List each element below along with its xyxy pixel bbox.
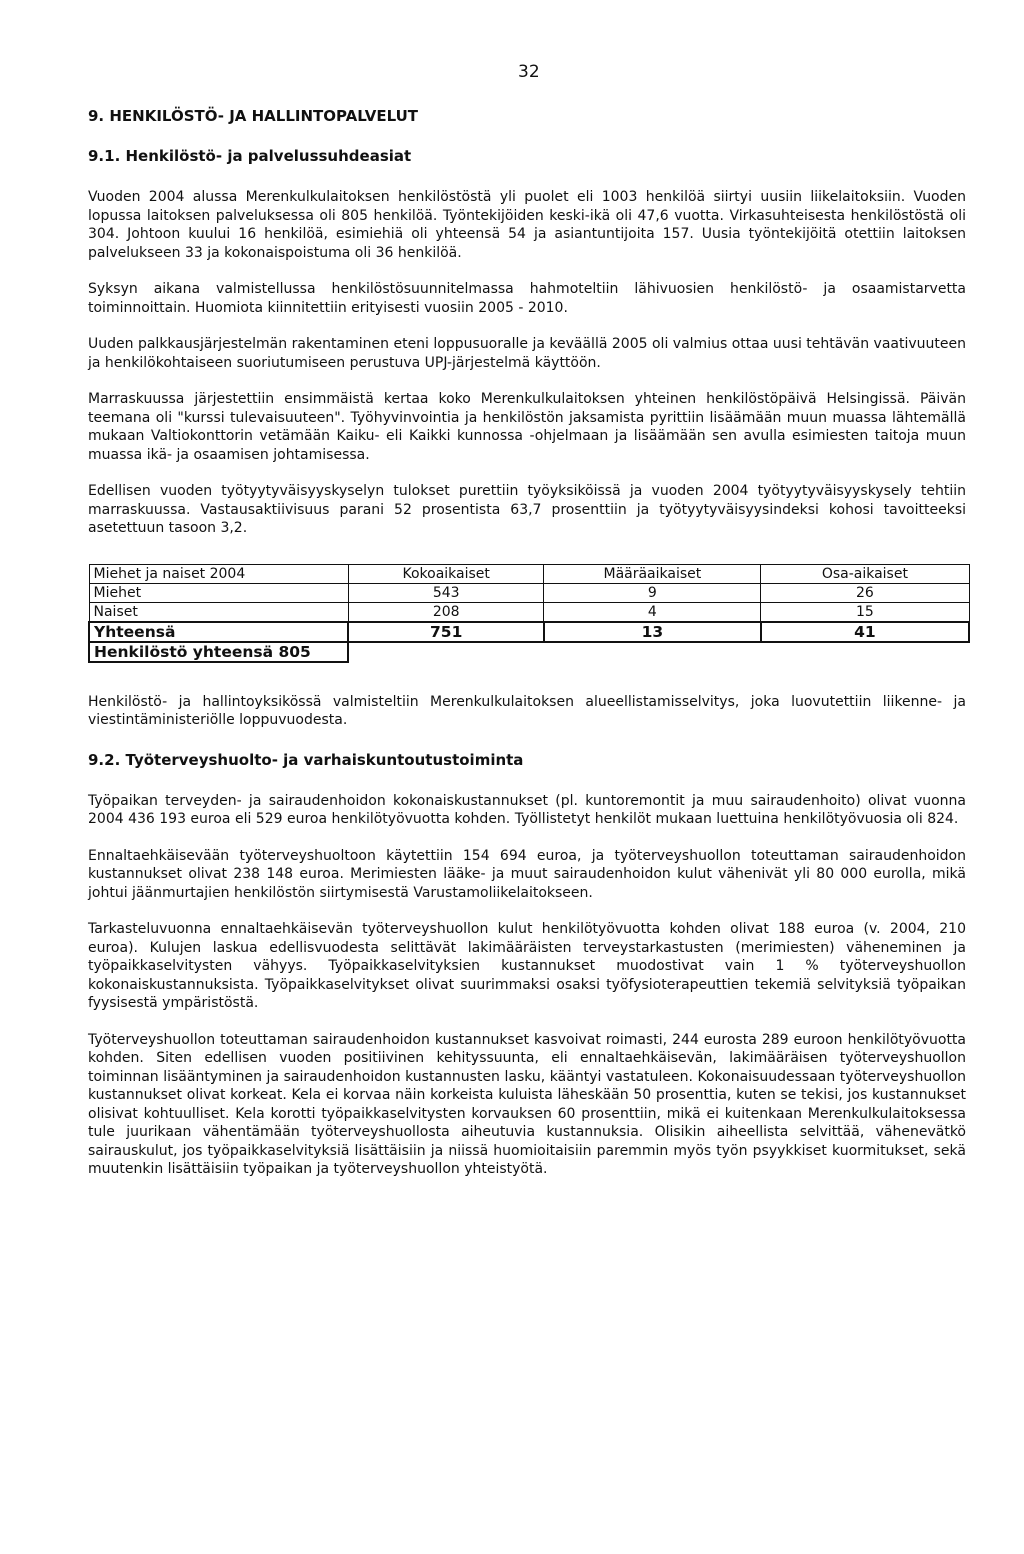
table-header-row (89, 564, 969, 583)
table-cell: Miehet (89, 583, 348, 602)
table-header-cell: Miehet ja naiset 2004 (89, 564, 348, 583)
table-header-cell: Määräaikaiset (544, 564, 761, 583)
table-cell: 9 (544, 583, 761, 602)
table-empty-cell (544, 642, 761, 662)
table-cell: 41 (761, 622, 969, 642)
table-empty-cell (761, 642, 969, 662)
paragraph-pay-system: Uuden palkkausjärjestelmän rakentaminen eteni loppusuoralle ja keväällä 2005 oli valmius ottaa uusi tehtävän vaativuuteen ja henkilökohtaiseen suoriutumiseen perustuva UPJ-järjestelmä käyttöön. (88, 336, 966, 371)
table-row (89, 602, 969, 622)
table-cell: Henkilöstö yhteensä 805 (89, 642, 348, 662)
table-cell: 15 (761, 602, 969, 622)
paragraph-health-costs: Työpaikan terveyden- ja sairaudenhoidon kokonaiskustannukset (pl. kuntoremontit ja muu sairaudenhoito) olivat vuonna 2004 436 193 euroa eli 529 euroa henkilötyövuotta kohden. Työllistetyt henkilöt mukaan luettuina henkilötyövuosia oli 824. (88, 792, 966, 827)
paragraph-preventive-care: Ennaltaehkäisevään työterveyshuoltoon käytettiin 154 694 euroa, ja työterveyshuollon toteuttaman sairaudenhoidon kustannukset olivat 238 148 euroa. Merimiesten lääke- ja muut sairaudenhoidon kulut vähenivät yli 80 000 eurolla, mikä johtui jäänmurtajien henkilöstön siirtymisestä Varustamoliikelaitokseen. (88, 847, 966, 901)
document-page (88, 58, 966, 1179)
table-header-cell: Kokoaikaiset (348, 564, 544, 583)
subsection-heading-personnel: 9.1. Henkilöstö- ja palvelussuhdeasiat (88, 147, 412, 165)
table-cell: 13 (544, 622, 761, 642)
table-cell: Yhteensä (89, 622, 348, 642)
paragraph-regionalization: Henkilöstö- ja hallintoyksikössä valmisteltiin Merenkulkulaitoksen alueellistamisselvitys, joka luovutettiin liikenne- ja viestintäministeriölle loppuvuodesta. (88, 693, 966, 728)
subsection-heading-occupational-health: 9.2. Työterveyshuolto- ja varhaiskuntoutustoiminta (88, 750, 524, 769)
paragraph-personnel-summary: Vuoden 2004 alussa Merenkulkulaitoksen henkilöstöstä yli puolet eli 1003 henkilöä siirtyi uusiin liikelaitoksiin. Vuoden lopussa laitoksen palveluksessa oli 805 henkilöä. Työntekijöiden keski-ikä oli 47,6 vuotta. Virkasuhteisesta henkilöstöstä oli 304. Johtoon kuului 16 henkilöä, esimiehiä oli yhteensä 54 ja asiantuntijoita 157. Uusia työntekijöitä otettiin laitoksen palvelukseen 33 ja kokonaispoistuma oli 36 henkilöä. (88, 189, 966, 261)
table-cell: 208 (348, 602, 544, 622)
table-cell: 751 (348, 622, 544, 642)
table-total-row (89, 622, 969, 642)
paragraph-treatment-costs: Työterveyshuollon toteuttaman sairaudenhoidon kustannukset kasvoivat roimasti, 244 eurosta 289 euroon henkilötyövuotta kohden. Siten edellisen vuoden positiivinen kehityssuunta, eli ennaltaehkäisevän, lakimääräisen työterveyshuollon toiminnan lisääntyminen ja sairaudenhoidon kustannusten lasku, kääntyi vastatuleen. Kokonaisuudessaan työterveyshuollon kustannukset olivat korkeat. Kela ei korvaa näin korkeista kuluista läheskään 50 prosenttia, kuten se tekisi, jos kustannukset olisivat kohtuulliset. Kela korotti työpaikkaselvitysten korvauksen 60 prosenttiin, mikä ei kuitenkaan Merenkulkulaitoksessa tule juurikaan vähentämään työterveyshuollosta aiheutuvia kustannuksia. Olisikin aiheellista selvittää, vähenevätkö sairauskulut, jos työpaikkaselvityksiä lisättäisiin ja niissä huomioitaisiin paremmin myös työn psyykkiset kuormitukset, sekä muutenkin lisättäisiin työpaikan ja työterveyshuollon yhteistyötä. (88, 1031, 966, 1177)
table-cell: Naiset (89, 602, 348, 622)
paragraph-review-year: Tarkasteluvuonna ennaltaehkäisevän työterveyshuollon kulut henkilötyövuotta kohden olivat 188 euroa (v. 2004, 210 euroa). Kulujen laskua edellisvuodesta selittävät lakimääräisten terveystarkastusten (merimiesten) väheneminen ja työpaikkaselvitysten vähyys. Työpaikkaselvityksien kustannukset muodostivat vain 1 % työterveyshuollon kokonaiskustannuksista. Työpaikkaselvitykset olivat suurimmaksi osaksi työfysioterapeuttien tekemiä selvityksiä työpaikan fyysisestä ympäristöstä. (88, 921, 966, 1011)
table-cell: 543 (348, 583, 544, 602)
page-number: 32 (518, 62, 540, 82)
table-cell: 4 (544, 602, 761, 622)
paragraph-satisfaction-survey: Edellisen vuoden työtyytyväisyyskyselyn tulokset purettiin työyksiköissä ja vuoden 2004 työtyytyväisyyskysely tehtiin marraskuussa. Vastausaktiivisuus parani 52 prosentista 63,7 prosenttiin ja työtyytyväisyysindeksi kohosi tavoitteeksi asetettuun tasoon 3,2. (88, 483, 966, 536)
table-empty-cell (348, 642, 544, 662)
paragraph-personnel-plan: Syksyn aikana valmistellussa henkilöstösuunnitelmassa hahmoteltiin lähivuosien henkilöstö- ja osaamistarvetta toiminnoittain. Huomiota kiinnitettiin erityisesti vuosiin 2005 - 2010. (88, 281, 966, 316)
paragraph-staff-day: Marraskuussa järjestettiin ensimmäistä kertaa koko Merenkulkulaitoksen yhteinen henkilöstöpäivä Helsingissä. Päivän teemana oli "kurssi tulevaisuuteen". Työhyvinvointia ja henkilöstön jaksamista pyrittiin lisäämään muun muassa lähtemällä mukaan Valtiokonttorin vetämään Kaiku- eli Kaikki kunnossa -ohjelmaan ja lisäämään sen avulla esimiesten taitoja muun muassa ikä- ja osaamisen johtamisessa. (88, 391, 966, 463)
table-row (89, 583, 969, 602)
table-cell: 26 (761, 583, 969, 602)
personnel-table (88, 564, 970, 663)
table-grand-total-row (89, 642, 969, 662)
table-header-cell: Osa-aikaiset (761, 564, 969, 583)
section-heading: 9. HENKILÖSTÖ- JA HALLINTOPALVELUT (88, 107, 419, 125)
